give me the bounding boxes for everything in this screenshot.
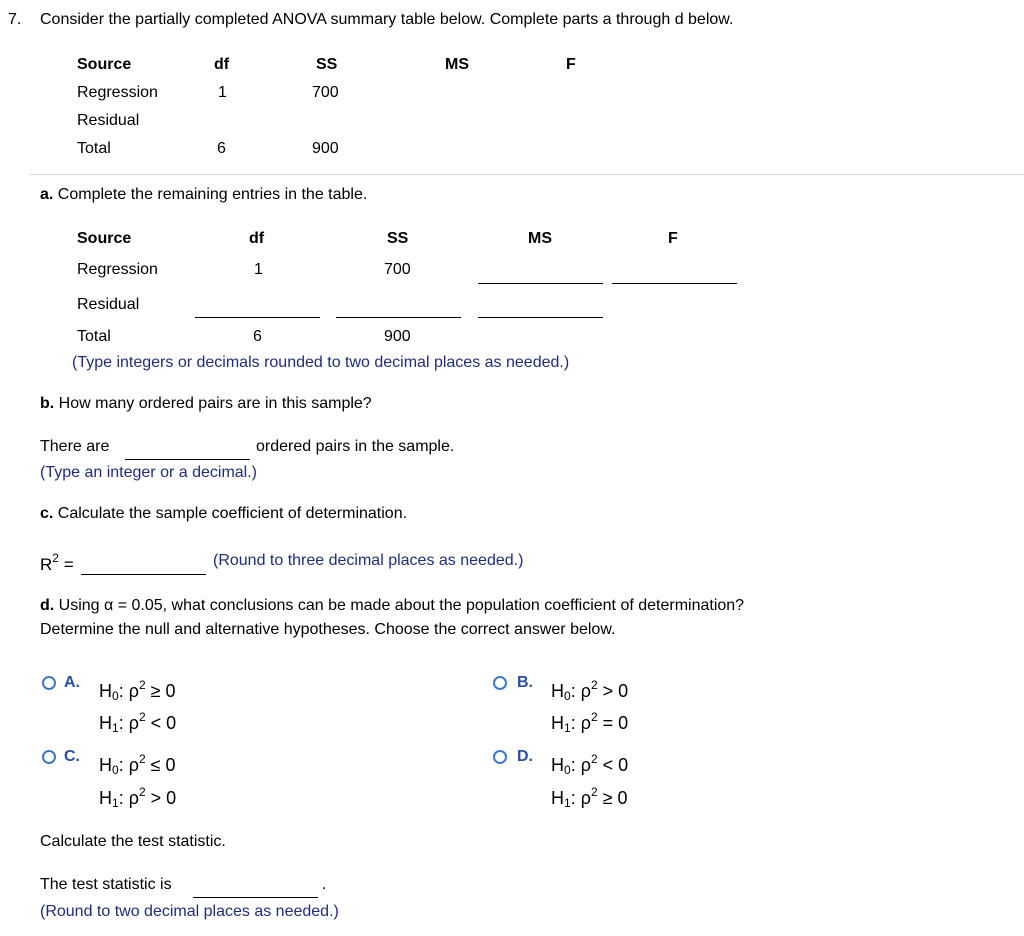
part-d-text: Using α = 0.05, what conclusions can be made about the population coefficient of determination? <box>58 597 745 614</box>
given-row-regression-source: Regression <box>77 84 158 101</box>
given-header-ss: SS <box>316 56 338 73</box>
question-prompt: Consider the partially completed ANOVA summary table below. Complete parts a through d below. <box>40 11 734 28</box>
r-exponent: 2 <box>52 551 59 565</box>
rho-exp: 2 <box>138 785 146 799</box>
answer-row-total-source: Total <box>77 328 111 345</box>
answer-row-regression-ss: 700 <box>384 261 411 278</box>
regression-ms-input[interactable] <box>478 283 603 284</box>
answer-header-ss: SS <box>387 230 409 247</box>
option-d-radio[interactable] <box>493 750 507 764</box>
option-a-h1-value: < 0 <box>150 713 177 733</box>
h0-sub: 0 <box>564 689 571 703</box>
given-header-f: F <box>566 56 576 73</box>
option-b-h1 <box>551 710 628 735</box>
colon: : <box>118 713 124 733</box>
part-c-text: Calculate the sample coefficient of determination. <box>57 505 408 522</box>
given-row-regression-ss: 700 <box>312 84 339 101</box>
h1-base: H <box>551 713 564 733</box>
rho-exp: 2 <box>138 678 146 692</box>
part-c-instruction <box>40 505 407 523</box>
answer-row-residual-source: Residual <box>77 296 140 313</box>
answer-header-f: F <box>668 230 678 247</box>
given-row-total-df: 6 <box>217 140 226 157</box>
option-c-h0-value: ≤ 0 <box>150 755 176 775</box>
rho-exp: 2 <box>590 752 598 766</box>
option-b-letter: B. <box>517 674 533 691</box>
regression-f-input[interactable] <box>612 283 737 284</box>
colon: : <box>570 681 576 701</box>
colon: : <box>570 788 576 808</box>
rho: ρ <box>580 713 591 733</box>
residual-ms-input[interactable] <box>478 317 603 318</box>
test-statistic-before-text: The test statistic is <box>40 876 172 893</box>
part-a-instruction <box>40 186 367 204</box>
answer-header-ms: MS <box>528 230 552 247</box>
option-c-h0 <box>99 752 176 777</box>
h0-sub: 0 <box>112 689 119 703</box>
h0-base: H <box>551 755 564 775</box>
option-a-letter: A. <box>64 674 80 691</box>
answer-row-total-ss: 900 <box>384 328 411 345</box>
option-c-h1-value: > 0 <box>150 788 177 808</box>
colon: : <box>570 713 576 733</box>
h1-sub: 1 <box>564 721 571 735</box>
given-header-ms: MS <box>445 56 469 73</box>
part-a-hint: (Type integers or decimals rounded to two decimal places as needed.) <box>72 354 570 371</box>
ordered-pairs-input[interactable] <box>125 459 250 460</box>
r-equals: = <box>63 555 74 574</box>
part-d-instruction <box>40 597 744 615</box>
section-divider <box>30 174 1024 175</box>
answer-row-regression-source: Regression <box>77 261 158 278</box>
given-header-df: df <box>214 56 230 73</box>
h0-base: H <box>99 755 112 775</box>
test-statistic-input[interactable] <box>193 897 318 898</box>
part-a-label: a. <box>40 186 54 203</box>
given-row-regression-df: 1 <box>218 84 227 101</box>
rho: ρ <box>128 681 139 701</box>
r-squared-label <box>40 551 74 575</box>
rho-exp: 2 <box>590 785 598 799</box>
option-b-h0-value: > 0 <box>602 681 629 701</box>
rho-exp: 2 <box>590 710 598 724</box>
h1-base: H <box>99 788 112 808</box>
rho: ρ <box>128 788 139 808</box>
r-squared-input[interactable] <box>81 574 206 575</box>
part-d-text2: Determine the null and alternative hypotheses. Choose the correct answer below. <box>40 621 616 638</box>
option-a-h0 <box>99 678 176 703</box>
rho-exp: 2 <box>138 710 146 724</box>
given-row-total-source: Total <box>77 140 111 157</box>
h1-sub: 1 <box>564 796 571 810</box>
part-b-after-text: ordered pairs in the sample. <box>256 438 455 455</box>
residual-ss-input[interactable] <box>336 317 461 318</box>
colon: : <box>118 788 124 808</box>
given-header-source: Source <box>77 56 132 73</box>
h1-sub: 1 <box>112 721 119 735</box>
option-a-h0-value: ≥ 0 <box>150 681 176 701</box>
option-d-h1 <box>551 785 628 810</box>
answer-header-df: df <box>249 230 265 247</box>
question-number: 7. <box>8 11 22 28</box>
answer-row-total-df: 6 <box>253 328 262 345</box>
h0-sub: 0 <box>112 763 119 777</box>
option-d-h0 <box>551 752 628 777</box>
test-statistic-period: . <box>322 876 327 893</box>
option-c-radio[interactable] <box>42 750 56 764</box>
h0-base: H <box>551 681 564 701</box>
part-b-before-text: There are <box>40 438 110 455</box>
rho: ρ <box>580 755 591 775</box>
rho-exp: 2 <box>138 752 146 766</box>
rho: ρ <box>128 755 139 775</box>
option-a-h1 <box>99 710 176 735</box>
calc-test-statistic-text: Calculate the test statistic. <box>40 833 226 850</box>
rho: ρ <box>128 713 139 733</box>
h1-sub: 1 <box>112 796 119 810</box>
part-b-hint: (Type an integer or a decimal.) <box>40 464 257 481</box>
part-c-label: c. <box>40 505 54 522</box>
rho: ρ <box>580 788 591 808</box>
option-d-h0-value: < 0 <box>602 755 629 775</box>
h0-base: H <box>99 681 112 701</box>
r-base: R <box>40 555 53 574</box>
option-d-letter: D. <box>517 748 533 765</box>
answer-row-regression-df: 1 <box>254 261 263 278</box>
option-c-letter: C. <box>64 748 80 765</box>
part-a-text: Complete the remaining entries in the table. <box>57 186 368 203</box>
given-row-residual-source: Residual <box>77 112 140 129</box>
h1-base: H <box>551 788 564 808</box>
part-b-text: How many ordered pairs are in this sample? <box>58 395 372 412</box>
part-b-instruction <box>40 395 372 413</box>
colon: : <box>570 755 576 775</box>
part-d-label: d. <box>40 597 55 614</box>
option-b-radio[interactable] <box>493 676 507 690</box>
h0-sub: 0 <box>564 763 571 777</box>
h1-base: H <box>99 713 112 733</box>
residual-df-input[interactable] <box>195 317 320 318</box>
test-statistic-hint: (Round to two decimal places as needed.) <box>40 903 339 920</box>
colon: : <box>118 681 124 701</box>
option-b-h0 <box>551 678 628 703</box>
part-c-hint: (Round to three decimal places as needed.) <box>213 552 524 569</box>
colon: : <box>118 755 124 775</box>
option-c-h1 <box>99 785 176 810</box>
given-row-total-ss: 900 <box>312 140 339 157</box>
option-d-h1-value: ≥ 0 <box>602 788 628 808</box>
rho: ρ <box>580 681 591 701</box>
part-b-label: b. <box>40 395 55 412</box>
option-b-h1-value: = 0 <box>602 713 629 733</box>
rho-exp: 2 <box>590 678 598 692</box>
option-a-radio[interactable] <box>42 676 56 690</box>
answer-header-source: Source <box>77 230 132 247</box>
